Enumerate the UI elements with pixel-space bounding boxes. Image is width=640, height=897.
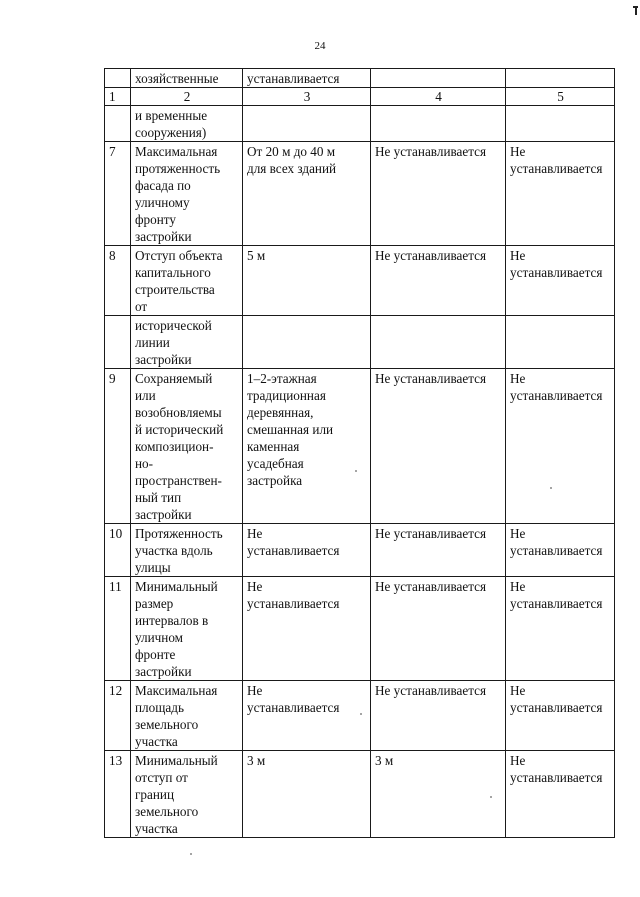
cell-parameter: Протяженность участка вдоль улицы (131, 524, 243, 577)
table-row (105, 316, 615, 369)
cell-value-col4: 3 м (371, 751, 506, 838)
cell-value-col5: Не устанавливается (506, 751, 615, 838)
cell-value-col3: устанавливается (243, 69, 371, 88)
table-row (105, 369, 615, 524)
table-row (105, 246, 615, 316)
cell-parameter: Минимальный отступ от границ земельного участка (131, 751, 243, 838)
scan-speck (550, 487, 552, 489)
scan-speck (490, 796, 492, 798)
table-row-continued-header (105, 69, 615, 88)
cell-parameter: Отступ объекта капитального строительства от (131, 246, 243, 316)
cell-number (105, 316, 131, 369)
cell-value-col5: Не устанавливается (506, 524, 615, 577)
scan-speck (190, 853, 192, 855)
cell-number: 8 (105, 246, 131, 316)
cell-number: 7 (105, 142, 131, 246)
column-number-1: 1 (105, 88, 131, 106)
cell-value-col4 (371, 316, 506, 369)
cell-value-col3: 1–2-этажная традиционная деревянная, смешанная или каменная усадебная застройка (243, 369, 371, 524)
cell-number: 11 (105, 577, 131, 681)
cell-value-col5: Не устанавливается (506, 369, 615, 524)
scan-speck (355, 470, 357, 472)
cell-parameter: Максимальная площадь земельного участка (131, 681, 243, 751)
cell-value-col3: Не устанавливается (243, 524, 371, 577)
cell-value-col3: 5 м (243, 246, 371, 316)
cell-value-col5 (506, 106, 615, 142)
column-number-2: 2 (131, 88, 243, 106)
cell-value-col4: Не устанавливается (371, 524, 506, 577)
cell-value-col4: Не устанавливается (371, 142, 506, 246)
corner-mark (633, 6, 638, 17)
scan-speck (360, 713, 362, 715)
cell-value-col5: Не устанавливается (506, 142, 615, 246)
cell-number: 13 (105, 751, 131, 838)
cell-number: 9 (105, 369, 131, 524)
column-number-5: 5 (506, 88, 615, 106)
table-row (105, 681, 615, 751)
cell-number (105, 69, 131, 88)
table-column-numbers-row (105, 88, 615, 106)
cell-value-col3 (243, 316, 371, 369)
cell-parameter: Максимальная протяженность фасада по уличному фронту застройки (131, 142, 243, 246)
regulations-table (104, 68, 615, 838)
cell-parameter: исторической линии застройки (131, 316, 243, 369)
cell-parameter: Минимальный размер интервалов в уличном фронте застройки (131, 577, 243, 681)
cell-value-col4 (371, 69, 506, 88)
cell-value-col3 (243, 106, 371, 142)
cell-value-col5 (506, 316, 615, 369)
cell-number: 10 (105, 524, 131, 577)
table-row (105, 524, 615, 577)
cell-value-col4: Не устанавливается (371, 577, 506, 681)
cell-number (105, 106, 131, 142)
table-row (105, 577, 615, 681)
cell-number: 12 (105, 681, 131, 751)
cell-parameter: и временные сооружения) (131, 106, 243, 142)
cell-value-col4 (371, 106, 506, 142)
cell-value-col4: Не устанавливается (371, 681, 506, 751)
table-row (105, 106, 615, 142)
cell-value-col5: Не устанавливается (506, 577, 615, 681)
cell-value-col5: Не устанавливается (506, 681, 615, 751)
cell-value-col3: Не устанавливается (243, 681, 371, 751)
table-row (105, 751, 615, 838)
column-number-3: 3 (243, 88, 371, 106)
cell-value-col5 (506, 69, 615, 88)
cell-value-col4: Не устанавливается (371, 369, 506, 524)
cell-value-col3: От 20 м до 40 м для всех зданий (243, 142, 371, 246)
cell-parameter: Сохраняемый или возобновляемы й исторический композицион- но- пространствен- ный тип застройки (131, 369, 243, 524)
column-number-4: 4 (371, 88, 506, 106)
cell-parameter: хозяйственные (131, 69, 243, 88)
cell-value-col3: Не устанавливается (243, 577, 371, 681)
table-row (105, 142, 615, 246)
cell-value-col3: 3 м (243, 751, 371, 838)
cell-value-col4: Не устанавливается (371, 246, 506, 316)
cell-value-col5: Не устанавливается (506, 246, 615, 316)
page-number: 24 (314, 40, 326, 52)
